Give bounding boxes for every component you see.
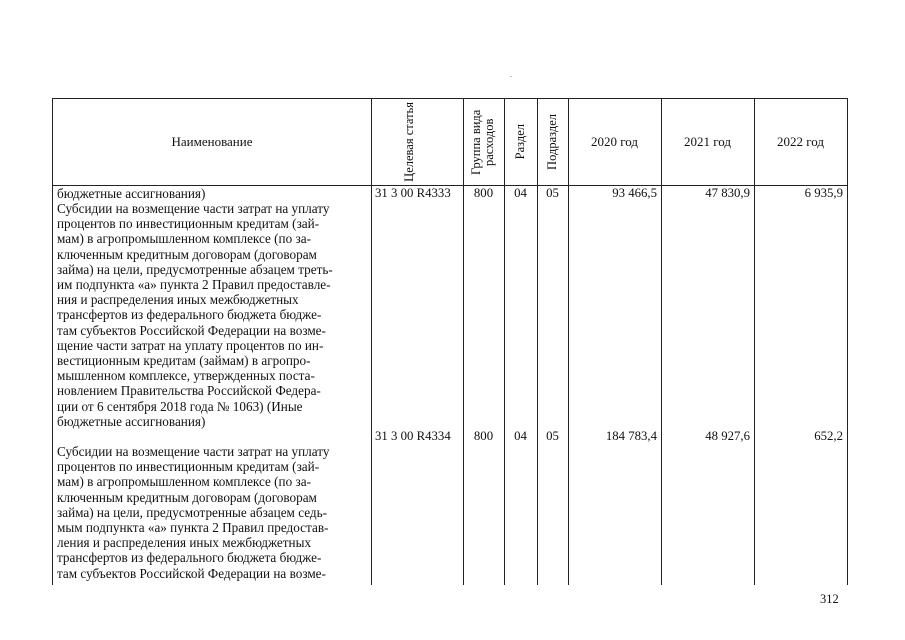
row-description (57, 444, 369, 581)
header-year-2022: 2022 год (777, 134, 824, 149)
desc-line: ключенным кредитным договорам (договорам (57, 489, 317, 505)
row-description (57, 201, 369, 429)
row-section: 04 (514, 429, 527, 443)
desc-line: займа) на цели, предусмотренные абзацем седь- (57, 504, 328, 520)
row-subsection: 05 (546, 429, 559, 443)
desc-line: трансфертов из федерального бюджета бюдже- (57, 307, 322, 323)
header-target-article-cell (371, 99, 463, 185)
desc-line: мым подпункта «а» пункта 2 Правил предостав- (57, 520, 329, 536)
desc-line: процентов по инвестиционным кредитам (зай- (57, 216, 320, 232)
desc-line: там субъектов Российской Федерации на возме- (57, 565, 326, 581)
desc-line: мышленном комплексе, утвержденных поста- (57, 368, 315, 384)
header-subsection-cell (537, 99, 568, 185)
header-expense-group-cell (463, 99, 504, 185)
desc-line: вестиционным кредитам (займам) в агропро- (57, 353, 311, 369)
row-expense-group: 800 (473, 186, 494, 200)
desc-line: бюджетные ассигнования) (57, 186, 206, 201)
desc-line: ключенным кредитным договорам (договорам (57, 246, 317, 262)
desc-line: щение части затрат на уплату процентов по ин- (57, 337, 324, 353)
desc-line: мам) в агропромышленном комплексе (по за- (57, 231, 311, 247)
desc-line: Субсидии на возмещение части затрат на уплату (57, 201, 330, 216)
row-value-2020: 184 783,4 (605, 429, 657, 443)
desc-line: процентов по инвестиционным кредитам (зай- (57, 459, 320, 475)
desc-line: займа) на цели, предусмотренные абзацем треть- (57, 261, 333, 277)
desc-line: ления и распределения иных межбюджетных (57, 535, 312, 551)
header-name: Наименование (171, 134, 253, 149)
desc-line: новлением Правительства Российской Федера- (57, 383, 321, 399)
desc-line: трансфертов из федерального бюджета бюдже- (57, 550, 322, 566)
budget-table (52, 98, 848, 585)
row-value-2022: 652,2 (814, 429, 843, 443)
row-expense-group: 800 (473, 429, 494, 443)
page-number: 312 (820, 592, 839, 606)
header-year-2020: 2020 год (591, 134, 638, 149)
row-value-2021: 48 927,6 (705, 429, 750, 443)
header-subsection: Подраздел (545, 114, 559, 170)
row-value-2021: 47 830,9 (705, 186, 750, 200)
desc-line: там субъектов Российской Федерации на возме- (57, 322, 326, 338)
desc-line: ции от 6 сентября 2018 года № 1063) (Иные (57, 398, 303, 414)
desc-line: мам) в агропромышленном комплексе (по за- (57, 474, 311, 490)
desc-line: ния и распределения иных межбюджетных (57, 292, 299, 308)
desc-line: им подпункта «а» пункта 2 Правил предоставле- (57, 277, 331, 293)
row-description (57, 186, 369, 201)
row-value-2022: 6 935,9 (804, 186, 843, 200)
header-target-article: Целевая статья (402, 102, 416, 182)
header-section-cell (504, 99, 537, 185)
row-value-2020: 93 466,5 (612, 186, 657, 200)
header-year-2021: 2021 год (684, 134, 731, 149)
row-section: 04 (514, 186, 527, 200)
row-subsection: 05 (546, 186, 559, 200)
desc-line: Субсидии на возмещение части затрат на уплату (57, 444, 330, 459)
row-target-article: 31 3 00 R4333 (375, 186, 451, 200)
row-target-article: 31 3 00 R4334 (375, 429, 451, 443)
header-expense-group: Группа вида расходов (468, 109, 496, 175)
header-section: Раздел (513, 124, 527, 160)
scan-speck: . (510, 70, 512, 79)
desc-line: бюджетные ассигнования) (57, 413, 206, 429)
